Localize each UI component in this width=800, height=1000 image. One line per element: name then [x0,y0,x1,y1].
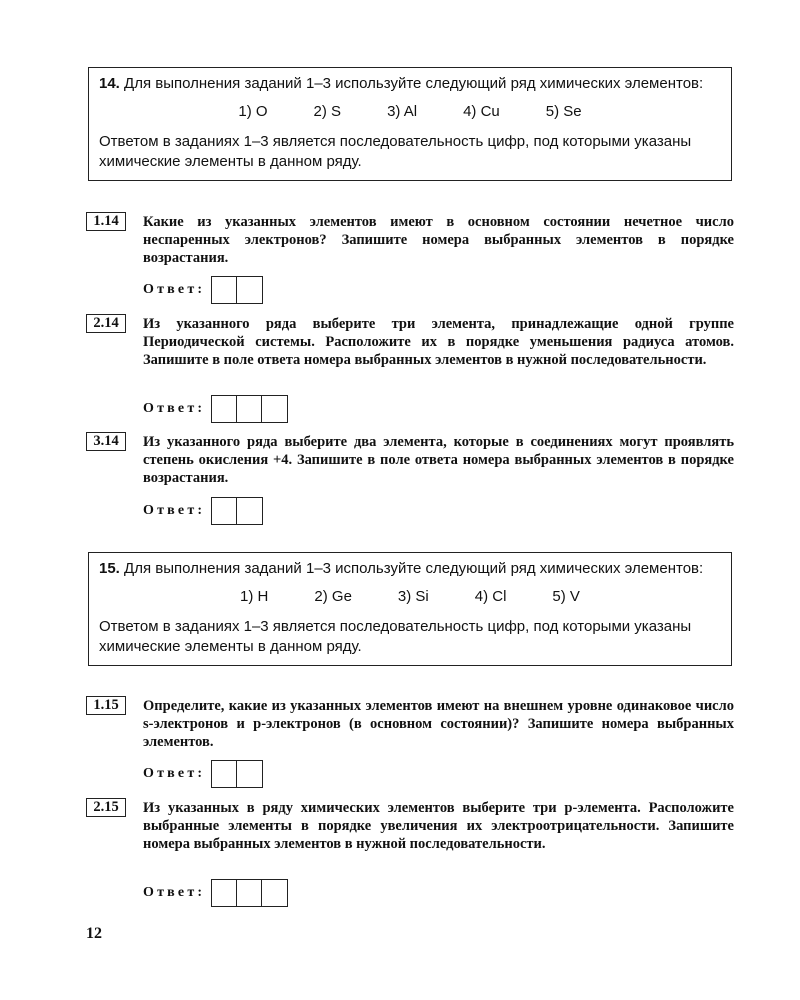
element-option: 1) O [238,103,268,120]
task-text: Из указанного ряда выберите два элемента, которые в соединениях могут проявлять степень окисления +4. Запишите в поле ответа номера выбранных элементов в порядке возрастания. [143,434,734,486]
answer-cell[interactable] [237,498,262,524]
task-number: 2.14 [86,314,126,333]
element-row [99,587,721,607]
answer-field [143,395,288,423]
task-block-intro [88,552,732,666]
answer-cell[interactable] [212,761,237,787]
answer-cell[interactable] [262,880,287,906]
intro-text [99,74,721,94]
answer-cells[interactable] [211,879,288,907]
answer-label: Ответ: [143,766,206,781]
answer-cells[interactable] [211,497,263,525]
answer-label: Ответ: [143,503,206,518]
answer-cells[interactable] [211,276,263,304]
task-item [86,799,734,853]
answer-cell[interactable] [237,277,262,303]
element-option: 2) Ge [314,588,352,605]
task-number: 1.15 [86,696,126,715]
answer-field [143,879,288,907]
answer-cell[interactable] [237,880,262,906]
task-item [86,433,734,487]
task-text: Из указанного ряда выберите три элемента, принадлежащие одной группе Периодической системы. Расположите их в порядке уменьшения радиуса атомов. Запишите в поле ответа номера выбранных элементов в нужной последовательности. [143,316,734,368]
task-number: 3.14 [86,432,126,451]
element-option: 5) V [552,588,580,605]
page-number: 12 [86,925,102,942]
answer-field [143,760,263,788]
intro-note: Ответом в заданиях 1–3 является последовательность цифр, под которыми указаны химические элементы в данном ряду. [99,133,692,170]
answer-field [143,497,263,525]
element-row [99,102,721,122]
answer-label: Ответ: [143,401,206,416]
element-option: 4) Cu [463,103,500,120]
intro-body: Для выполнения заданий 1–3 используйте следующий ряд химических элементов: [124,75,704,92]
task-item [86,315,734,369]
block-number: 14. [99,75,120,92]
answer-field [143,276,263,304]
task-block-intro [88,67,732,181]
element-option: 3) Si [397,588,429,605]
answer-cell[interactable] [262,396,287,422]
element-option: 3) Al [387,103,418,120]
task-number: 2.15 [86,798,126,817]
element-option: 4) Cl [474,588,507,605]
answer-label: Ответ: [143,885,206,900]
answer-cells[interactable] [211,395,288,423]
element-option: 5) Se [545,103,582,120]
task-number: 1.14 [86,212,126,231]
block-number: 15. [99,560,120,577]
task-item [86,213,734,267]
task-text: Из указанных в ряду химических элементов выберите три p-элемента. Расположите выбранные элементы в порядке увеличения их электроотрицательности. Запишите номера выбранных элементов в нужной последовательности. [143,800,734,852]
answer-cell[interactable] [237,396,262,422]
answer-cell[interactable] [212,277,237,303]
task-text: Какие из указанных элементов имеют в основном состоянии нечетное число неспаренных электронов? Запишите номера выбранных элементов в порядке возрастания. [143,214,734,266]
intro-text [99,559,721,579]
element-option: 2) S [313,103,342,120]
element-option: 1) H [240,588,269,605]
answer-cell[interactable] [237,761,262,787]
task-text: Определите, какие из указанных элементов имеют на внешнем уровне одинаковое число s-электронов и p-электронов (в основном состоянии)? Запишите номера выбранных элементов. [143,698,734,750]
answer-cell[interactable] [212,396,237,422]
answer-label: Ответ: [143,282,206,297]
answer-cell[interactable] [212,498,237,524]
intro-note: Ответом в заданиях 1–3 является последовательность цифр, под которыми указаны химические элементы в данном ряду. [99,618,692,655]
intro-body: Для выполнения заданий 1–3 используйте следующий ряд химических элементов: [124,560,704,577]
task-item [86,697,734,751]
answer-cell[interactable] [212,880,237,906]
answer-cells[interactable] [211,760,263,788]
